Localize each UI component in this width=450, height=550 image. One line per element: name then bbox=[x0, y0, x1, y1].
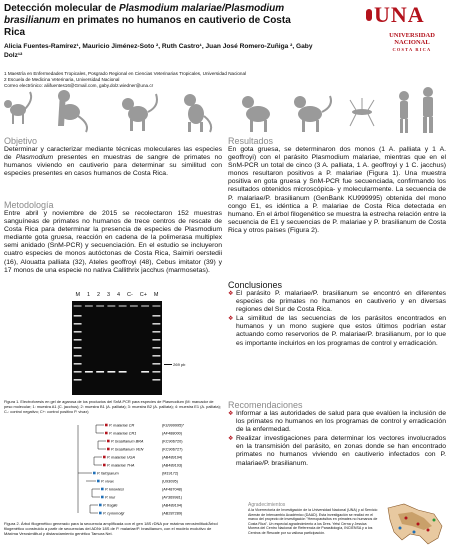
ladder-band bbox=[74, 315, 82, 317]
metodologia-heading: Metodología bbox=[4, 200, 54, 210]
tree-tip-marker bbox=[99, 512, 102, 515]
resultados-heading: Resultados bbox=[228, 136, 274, 146]
tree-leaf-label: P. malariae THA bbox=[107, 463, 135, 468]
tree-accession-label: (U93095) bbox=[162, 479, 178, 484]
tree-accession-label: (KU999995)* bbox=[162, 423, 184, 428]
ladder-band bbox=[152, 379, 160, 381]
monkey-silhouette-4 bbox=[184, 94, 211, 132]
ladder-band bbox=[152, 315, 160, 317]
figure-1-caption: Figura 1. Electroforesis en gel de agarosa de los productos del SnM-PCR para especies de Plasmodium (M: marcador de peso molecular; 1: muestra A1 (C. jacchus); 2: muestra B1 (A. palliata); 3: muestra B2 (A. palliata); 4: muestra E1 (A. palliata); C-: control negativo; C+: control positivo P. vivax) bbox=[4, 399, 221, 414]
una-logo-text: UNIVERSIDAD NACIONAL COSTA RICA bbox=[389, 32, 435, 52]
gel-lane-label: 3 bbox=[107, 292, 111, 298]
recomendaciones-list bbox=[228, 410, 446, 468]
ladder-band bbox=[74, 371, 82, 373]
tree-leaf-label: P. brasilianum BRA bbox=[111, 439, 144, 444]
gel-well bbox=[152, 305, 160, 307]
tree-accession-label: (AB489194) bbox=[162, 503, 183, 508]
recommendation-item: ❖ Informar a las autoridades de salud para que evalúen la inclusión de los primates no humanos en los programas de control y erradicación de la enfermedad. bbox=[236, 410, 446, 434]
objetivo-heading: Objetivo bbox=[4, 136, 38, 146]
gel-lane-label: 2 bbox=[97, 292, 101, 298]
tree-tip-marker bbox=[107, 440, 110, 443]
human-silhouette-2 bbox=[423, 87, 433, 133]
tree-tip-marker bbox=[101, 496, 104, 499]
resultados-text: En gota gruesa, se determinaron dos monos (1 A. palliata y 1 A. geoffroyi) con el parásito Plasmodium malariae, mientras que en el SnM-PCR un total de cinco (3 A. palliata, 1 A. geoffroyi y 1 C. jacchus) monos resultaron positivos a P. malariae (Figura 1). Una muestra positiva en gota gruesa y SnM-PCR fue secuenciada, confirmando los resultados obtenidos microscópica- y molecularmente. La secuencia de P. malariae/P. brasilianum (GenBank KU999995) obtenida del mono congo E1, es idéntica a P. malariae de Costa Rica detectada en humano. En el árbol filogenético se muestra la estrecha relación entre la secuencia de E1 y secuencias de P. malariae y P. brasilianum de Costa Rica y otros países (Figura 2). bbox=[228, 146, 447, 234]
gel-lane-label: 1 bbox=[87, 292, 91, 298]
ladder-band bbox=[74, 347, 82, 349]
tree-leaf-label: P. knowlesi bbox=[105, 487, 124, 492]
ladder-band bbox=[152, 355, 160, 357]
tree-accession-label: (AB287289) bbox=[162, 511, 183, 516]
conclusion-item: ❖ El parásito P. malariae/P. brasilianum se encontró en diferentes especies de primates no humanos en cautiverio y en diversas regiones del Sur de Costa Rica. bbox=[236, 290, 446, 314]
monkey-silhouette-5 bbox=[242, 96, 270, 132]
tree-accession-label: (AF487048) bbox=[162, 487, 183, 492]
tree-accession-label: (KC906727) bbox=[162, 447, 183, 452]
gel-well bbox=[119, 305, 127, 307]
sample-band bbox=[107, 371, 115, 373]
ladder-band bbox=[74, 339, 82, 341]
tree-tip-marker bbox=[93, 472, 96, 475]
gel-lane-label: 4 bbox=[117, 292, 121, 298]
title-species: Plasmodium malariae/Plasmodium brasilianum bbox=[4, 3, 285, 26]
una-logo-mark bbox=[365, 8, 373, 22]
sample-band bbox=[96, 371, 104, 373]
tree-leaf-label: P. brasilianum VEN bbox=[111, 447, 144, 452]
agradecimientos-text: A la Vicerrectoría de Investigación de la Universidad Nacional (UNA) y al Servicio Alemán de Intercambio Académico (DAAD). Esta investigación se realizó en el marco del proyecto de investigación "Hemoparásitos en primates no humanos de Costa Rica". Un especial agradecimiento a los Dres. Yetsi Cerna y Jessica Morera del Centro Nacional de Referencia de Parasitología, INCIENSA y a los Centros de Rescate por su valiosa participación. bbox=[248, 508, 378, 535]
tree-leaf-label: P. malariae UGA bbox=[107, 455, 135, 460]
monkey-silhouette-1 bbox=[4, 92, 31, 124]
authors: Alicia Fuentes-Ramírez¹, Mauricio Jiménez-Soto ², Ruth Castro¹, Juan José Romero-Zuñiga ², Gaby Dolz¹² bbox=[4, 43, 313, 59]
ladder-band bbox=[152, 347, 160, 349]
monkey-silhouette-2 bbox=[58, 90, 87, 132]
gel-well bbox=[107, 305, 115, 307]
gel-lane-label: C+ bbox=[139, 292, 147, 298]
recomendaciones-section bbox=[228, 400, 446, 469]
tree-leaf-label: P. vivax bbox=[101, 479, 114, 484]
gel-lane-labels bbox=[72, 292, 162, 301]
gel-well bbox=[96, 305, 104, 307]
affiliations: 1 Maestría en Enfermedades Tropicales, Posgrado Regional en Ciencias Veterinarias Tropicales, Universidad Nacional 2 Escuela de Medicina Veterinaria, Universidad Nacional Correo electrónico: aliifuentes16@Gmail.com, gaby.dolz.wiedner@una.cr bbox=[4, 71, 247, 88]
tree-accession-label: (M19172) bbox=[162, 471, 179, 476]
tree-leaf-label: P. falciparum bbox=[97, 471, 119, 476]
ladder-band bbox=[152, 323, 160, 325]
ladder-band bbox=[74, 323, 82, 325]
gel-well bbox=[141, 305, 149, 307]
una-logo: UNA bbox=[374, 2, 425, 27]
sample-band bbox=[119, 371, 127, 373]
costa-rica-map bbox=[384, 500, 446, 548]
objetivo-section bbox=[4, 136, 222, 178]
gel-well bbox=[130, 305, 138, 307]
sample-band bbox=[141, 371, 149, 373]
tree-accession-label: (AY369981) bbox=[162, 495, 182, 500]
poster-title: Detección molecular de Plasmodium malariae/Plasmodium brasilianum en primates no humanos en cautiverio de Costa Rica bbox=[4, 3, 291, 38]
tree-leaf-label: P. malariae CR bbox=[109, 423, 135, 428]
gel-lane-label: C- bbox=[127, 292, 133, 298]
tree-leaf-label: P. cynomolgi bbox=[103, 511, 125, 516]
metodologia-section bbox=[4, 200, 222, 275]
recomendaciones-heading: Recomendaciones bbox=[228, 400, 303, 410]
agradecimientos-heading: Agradecimientos bbox=[248, 502, 286, 508]
mosquito-silhouette bbox=[350, 98, 374, 126]
gel-lane-label: M bbox=[75, 292, 81, 298]
tree-tip-marker bbox=[103, 464, 106, 467]
tree-tip-marker bbox=[97, 480, 100, 483]
conclusiones-section bbox=[228, 280, 446, 349]
sample-band bbox=[85, 371, 93, 373]
metodologia-text: Entre abril y noviembre de 2015 se recolectaron 152 muestras sanguíneas de primates no humanos de trece centros de rescate de Costa Rica para determinar la presencia de especies de Plasmodium mediante gota gruesa, reacción en cadena de la polimerasa multiplex semi anidado (SnM-PCR) y secuenciación. En el estudio se incluyeron cuatro especies de monos autóctonas de Costa Rica, Saimiri oerstedii (16), Alouatta palliata (32), Ateles geoffroyi (48), Cebus imitator (39) y 17 monos de una especie no nativa Callithrix jacchus (marmosetas). bbox=[4, 210, 222, 274]
tree-tip-marker bbox=[107, 448, 110, 451]
tree-tip-marker bbox=[99, 504, 102, 507]
gel-lane-label: M bbox=[153, 292, 159, 298]
monkey-silhouette-6 bbox=[294, 96, 331, 132]
tree-accession-label: (AB489194) bbox=[162, 455, 183, 460]
tree-tip-marker bbox=[105, 424, 108, 427]
monkey-silhouette-3 bbox=[122, 94, 157, 131]
tree-tip-marker bbox=[101, 488, 104, 491]
band-size-label: 269 pb bbox=[164, 362, 194, 367]
conclusiones-list bbox=[228, 290, 446, 348]
ladder-band bbox=[152, 339, 160, 341]
tree-accession-label: (AB489193) bbox=[162, 463, 183, 468]
tree-accession-label: (AF488000) bbox=[162, 431, 183, 436]
tree-tip-marker bbox=[105, 432, 108, 435]
tree-tip-marker bbox=[103, 456, 106, 459]
ladder-band bbox=[152, 371, 160, 373]
figure-2-caption: Figura 2. Árbol filogenético generado para la secuencia amplificada con el gen 18S rDNA por máxima verosimilitud/Árbol filogenético construido a partir de secuencias del ADNr 18S de P. malariae/P. brasilianum, con el modelo evolutivo de Máxima Verosimilitud y distanciamiento genético Tamura Nei. bbox=[4, 521, 218, 536]
tree-accession-label: (KC906720) bbox=[162, 439, 183, 444]
ladder-band bbox=[152, 363, 160, 365]
gel-well bbox=[85, 305, 93, 307]
ladder-band bbox=[74, 363, 82, 365]
primate-silhouettes bbox=[0, 86, 450, 134]
ladder-band bbox=[74, 379, 82, 381]
resultados-section bbox=[228, 136, 446, 235]
gel-well bbox=[74, 305, 82, 307]
ladder-band bbox=[74, 331, 82, 333]
ladder-band bbox=[152, 331, 160, 333]
gel-image bbox=[72, 301, 162, 395]
conclusion-item: ❖ La similitud de las secuencias de los parásitos encontrados en humanos y un mono sugiere que estos últimos podrían estar actuando como reservorios de P. malariae/P. brasilianum, por lo que es importante incluirlos en los programas de control y erradicación. bbox=[236, 315, 446, 347]
ladder-band bbox=[74, 355, 82, 357]
tree-leaf-label: P. fragile bbox=[103, 503, 118, 508]
tree-leaf-label: P. malariae CR1 bbox=[109, 431, 137, 436]
phylogenetic-tree bbox=[70, 420, 210, 518]
human-silhouette-1 bbox=[399, 91, 409, 133]
tree-leaf-label: P. inui bbox=[105, 495, 116, 500]
objetivo-text: Determinar y caracterizar mediante técnicas moleculares las especies de Plasmodium presentes en muestras de sangre de primates no humanos viviendo en cautiverio para determinar su similitud con especies presentes en casos humanos de Costa Rica. bbox=[4, 146, 223, 178]
conclusiones-heading: Conclusiones bbox=[228, 280, 283, 290]
recommendation-item: ❖ Realizar investigaciones para determinar los vectores involucrados en la transmisión del parásito, en zonas donde se han encontrado primates no humanos viviendo en cautiverio infectados con P. malariae/P. brasilianum. bbox=[236, 435, 446, 467]
